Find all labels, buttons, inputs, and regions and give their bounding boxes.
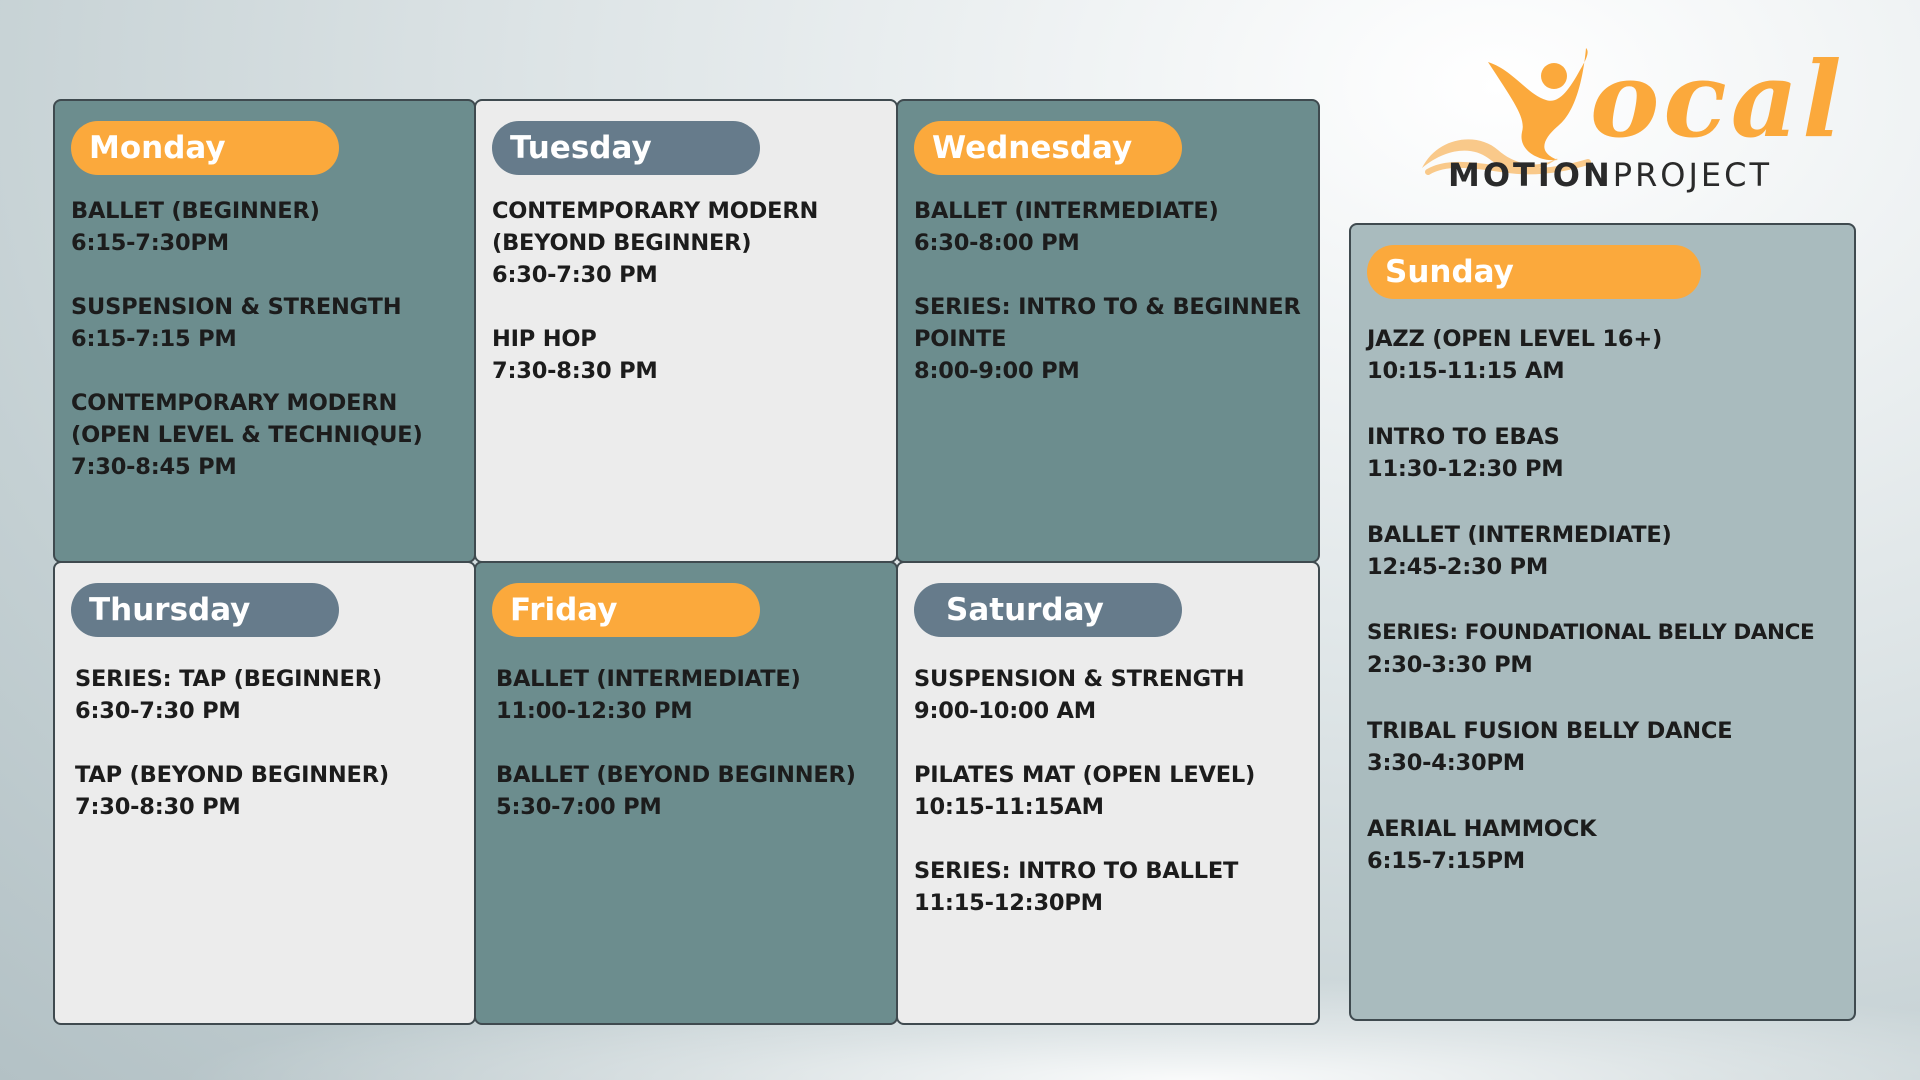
class-time: 10:15-11:15 AM <box>1367 358 1565 384</box>
class-time: 6:15-7:15 PM <box>71 326 237 352</box>
class-name: AERIAL HAMMOCK <box>1367 816 1597 842</box>
class-name: TAP (BEYOND BEGINNER) <box>75 762 389 788</box>
class-time: 9:00-10:00 AM <box>914 698 1096 724</box>
class-name: SERIES: INTRO TO BALLET <box>914 858 1239 884</box>
class-name: CONTEMPORARY MODERN (BEYOND BEGINNER) <box>492 198 819 256</box>
class-entry <box>75 759 466 823</box>
class-entry <box>914 663 1310 727</box>
class-entry <box>496 759 888 823</box>
class-time: 11:15-12:30PM <box>914 890 1103 916</box>
class-name: TRIBAL FUSION BELLY DANCE <box>1367 718 1733 744</box>
class-entry <box>71 195 466 259</box>
class-name: SERIES: TAP (BEGINNER) <box>75 666 382 692</box>
class-name: JAZZ (OPEN LEVEL 16+) <box>1367 326 1663 352</box>
saturday-panel <box>896 561 1320 1025</box>
class-time: 7:30-8:30 PM <box>75 794 241 820</box>
class-time: 11:00-12:30 PM <box>496 698 693 724</box>
class-time: 12:45-2:30 PM <box>1367 554 1549 580</box>
class-list <box>914 195 1310 419</box>
class-list <box>1367 323 1850 909</box>
class-time: 11:30-12:30 PM <box>1367 456 1564 482</box>
class-entry <box>1367 715 1850 779</box>
logo-bold-word: MOTION <box>1448 156 1613 194</box>
class-name: BALLET (BEGINNER) <box>71 198 320 224</box>
class-entry <box>492 195 888 291</box>
class-entry <box>71 291 466 355</box>
class-entry <box>914 291 1310 387</box>
class-entry <box>75 663 466 727</box>
day-label-sunday: Sunday <box>1367 245 1701 299</box>
day-label-monday: Monday <box>71 121 339 175</box>
class-name: BALLET (INTERMEDIATE) <box>496 666 801 692</box>
class-name: HIP HOP <box>492 326 597 352</box>
thursday-panel <box>53 561 476 1025</box>
class-time: 6:15-7:15PM <box>1367 848 1525 874</box>
class-list <box>496 663 888 855</box>
class-entry <box>914 855 1310 919</box>
class-entry <box>496 663 888 727</box>
logo-light-word: PROJECT <box>1612 156 1773 194</box>
class-list <box>75 663 466 855</box>
class-name: BALLET (INTERMEDIATE) <box>914 198 1219 224</box>
class-name: SUSPENSION & STRENGTH <box>914 666 1245 692</box>
class-entry <box>71 387 466 483</box>
day-label-friday: Friday <box>492 583 760 637</box>
logo-wordmark <box>1448 156 1772 194</box>
class-name: BALLET (BEYOND BEGINNER) <box>496 762 856 788</box>
sunday-panel <box>1349 223 1856 1021</box>
monday-panel <box>53 99 476 563</box>
class-entry <box>1367 519 1850 583</box>
dancer-head-icon <box>1541 63 1567 89</box>
class-entry <box>1367 617 1850 681</box>
class-entry <box>1367 421 1850 485</box>
class-time: 7:30-8:45 PM <box>71 454 237 480</box>
class-name: CONTEMPORARY MODERN (OPEN LEVEL & TECHNIQUE) <box>71 390 423 448</box>
class-time: 6:30-7:30 PM <box>75 698 241 724</box>
class-time: 6:30-8:00 PM <box>914 230 1080 256</box>
day-label-thursday: Thursday <box>71 583 339 637</box>
class-name: INTRO TO EBAS <box>1367 424 1560 450</box>
class-name: BALLET (INTERMEDIATE) <box>1367 522 1672 548</box>
class-list <box>914 663 1310 951</box>
wednesday-panel <box>896 99 1320 563</box>
friday-panel <box>474 561 898 1025</box>
class-entry <box>1367 323 1850 387</box>
class-name: SUSPENSION & STRENGTH <box>71 294 402 320</box>
class-entry <box>914 195 1310 259</box>
class-name: SERIES: FOUNDATIONAL BELLY DANCE <box>1367 620 1815 645</box>
class-list <box>492 195 888 419</box>
class-time: 3:30-4:30PM <box>1367 750 1525 776</box>
class-time: 8:00-9:00 PM <box>914 358 1080 384</box>
dancer-body-icon <box>1488 48 1588 160</box>
class-time: 7:30-8:30 PM <box>492 358 658 384</box>
class-entry <box>914 759 1310 823</box>
day-label-saturday: Saturday <box>914 583 1182 637</box>
class-time: 2:30-3:30 PM <box>1367 652 1533 678</box>
class-time: 6:15-7:30PM <box>71 230 229 256</box>
logo-script-word: ocal <box>1590 38 1846 161</box>
class-time: 10:15-11:15AM <box>914 794 1104 820</box>
day-label-wednesday: Wednesday <box>914 121 1182 175</box>
class-name: SERIES: INTRO TO & BEGINNER POINTE <box>914 294 1301 352</box>
tuesday-panel <box>474 99 898 563</box>
class-time: 6:30-7:30 PM <box>492 262 658 288</box>
class-entry <box>1367 813 1850 877</box>
class-list <box>71 195 466 515</box>
class-name: PILATES MAT (OPEN LEVEL) <box>914 762 1256 788</box>
day-label-tuesday: Tuesday <box>492 121 760 175</box>
class-entry <box>492 323 888 387</box>
class-time: 5:30-7:00 PM <box>496 794 662 820</box>
